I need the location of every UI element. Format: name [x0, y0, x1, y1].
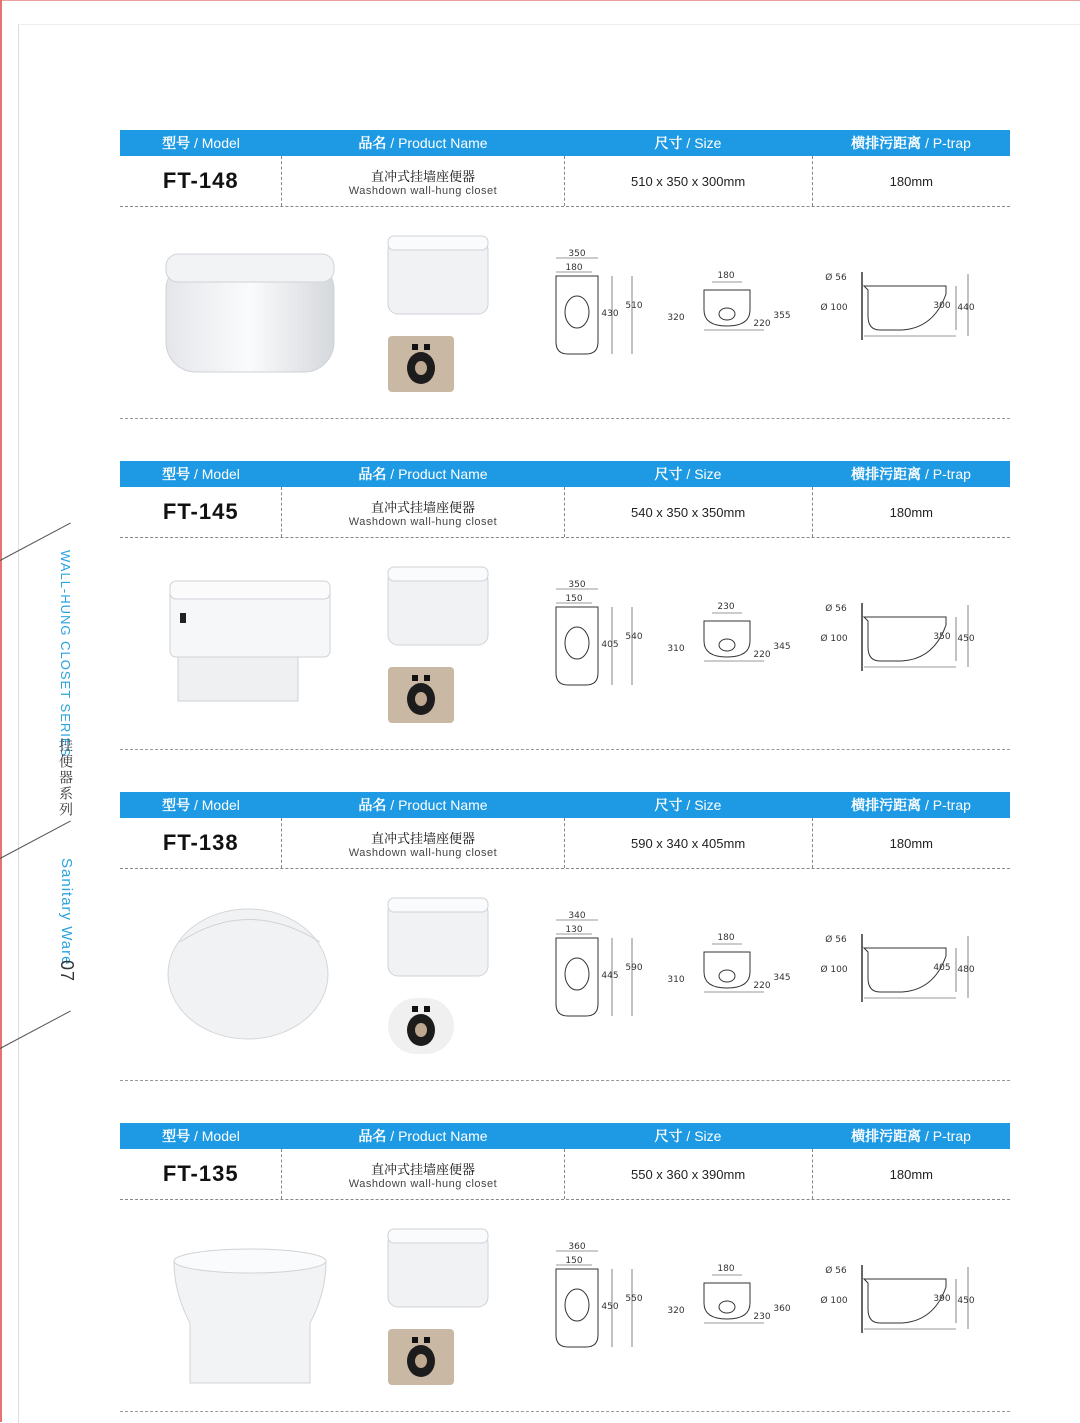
product-name-cn: 直冲式挂墙座便器 [370, 1161, 475, 1177]
dim-height: 405 [933, 963, 951, 973]
section-separator [120, 749, 1010, 750]
product-size: 550 x 360 x 390mm [565, 1149, 813, 1199]
dim-width: 350 [568, 580, 586, 590]
dim-height: 320 [667, 1306, 685, 1316]
dim-inlet-dia: Ø 56 [825, 1266, 847, 1276]
page-number: 07 [57, 960, 77, 983]
dim-depth: 445 [601, 971, 619, 981]
dim-bolt-spacing: 180 [717, 1264, 735, 1274]
product-ptrap: 180mm [889, 835, 933, 851]
product-ptrap: 180mm [889, 173, 933, 189]
header-model: 型号 / Model [162, 797, 240, 813]
dim-depth: 430 [601, 309, 619, 319]
product-size: 590 x 340 x 405mm [565, 818, 813, 868]
product-photo-main [160, 571, 340, 716]
dim-total: 345 [773, 973, 791, 983]
dim-outlet: 220 [753, 650, 771, 660]
product-photo-bottom [386, 1327, 456, 1392]
product-spec-table [120, 130, 1010, 207]
dim-inlet-dia: Ø 56 [825, 273, 847, 283]
side-view-drawing [816, 1259, 986, 1344]
product-name-cn: 直冲式挂墙座便器 [370, 168, 475, 184]
top-view-drawing [552, 908, 652, 1033]
product-name-cn: 直冲式挂墙座便器 [370, 830, 475, 846]
product-name-en: Washdown wall-hung closet [348, 184, 498, 197]
product-name [282, 1149, 564, 1199]
header-size: 尺寸 / Size [654, 135, 722, 151]
spec-header [120, 792, 1010, 818]
header-product-name: 品名 / Product Name [358, 797, 488, 813]
dim-total: 355 [773, 311, 791, 321]
dim-seat: 180 [565, 263, 583, 273]
header-ptrap: 横排污距离 / P-trap [851, 466, 971, 482]
header-size: 尺寸 / Size [654, 466, 722, 482]
dim-inlet-dia: Ø 56 [825, 935, 847, 945]
dim-width: 360 [568, 1242, 586, 1252]
dim-outlet-dia: Ø 100 [820, 303, 848, 313]
side-view-drawing [816, 928, 986, 1013]
category-label: Sanitary Ware [58, 858, 75, 966]
spec-row [120, 818, 1010, 869]
dim-bolt-spacing: 230 [717, 602, 735, 612]
header-model: 型号 / Model [162, 1128, 240, 1144]
dim-height: 310 [667, 975, 685, 985]
front-view-drawing [664, 932, 794, 1027]
dim-inlet-dia: Ø 56 [825, 604, 847, 614]
top-view-drawing [552, 577, 652, 702]
spec-header [120, 461, 1010, 487]
dim-width: 340 [568, 911, 586, 921]
top-rule [0, 0, 1080, 7]
header-ptrap: 横排污距离 / P-trap [851, 1128, 971, 1144]
dim-total: 345 [773, 642, 791, 652]
product-photo-main [160, 902, 340, 1047]
dim-length: 540 [625, 632, 643, 642]
product-name [282, 156, 564, 206]
spec-header [120, 130, 1010, 156]
header-ptrap: 横排污距离 / P-trap [851, 797, 971, 813]
dim-outlet: 230 [753, 1312, 771, 1322]
header-model: 型号 / Model [162, 135, 240, 151]
spec-row [120, 156, 1010, 207]
header-ptrap: 横排污距离 / P-trap [851, 135, 971, 151]
header-size: 尺寸 / Size [654, 1128, 722, 1144]
product-photo-side [384, 565, 496, 654]
series-en-label: WALL-HUNG CLOSET SERIES [58, 550, 73, 758]
dim-total: 360 [773, 1304, 791, 1314]
dim-bolt-spacing: 180 [717, 933, 735, 943]
spec-row [120, 1149, 1010, 1200]
header-product-name: 品名 / Product Name [358, 466, 488, 482]
dim-outlet: 220 [753, 319, 771, 329]
product-size: 510 x 350 x 300mm [565, 156, 813, 206]
page-frame [18, 24, 1080, 1423]
header-product-name: 品名 / Product Name [358, 135, 488, 151]
dim-depth: 450 [601, 1302, 619, 1312]
product-spec-table [120, 1123, 1010, 1200]
series-cn-label: 挂便器系列 [58, 738, 74, 818]
dim-seat: 130 [565, 925, 583, 935]
dim-total-height: 450 [957, 634, 975, 644]
product-spec-table [120, 461, 1010, 538]
front-view-drawing [664, 1263, 794, 1358]
left-rule [0, 0, 2, 1422]
dim-length: 590 [625, 963, 643, 973]
product-spec-table [120, 792, 1010, 869]
side-view-drawing [816, 597, 986, 682]
product-name [282, 487, 564, 537]
product-photo-bottom [386, 334, 456, 399]
product-name-en: Washdown wall-hung closet [348, 1177, 498, 1190]
section-separator [120, 1411, 1010, 1412]
product-photo-bottom [386, 665, 456, 730]
product-ptrap: 180mm [889, 504, 933, 520]
product-name-en: Washdown wall-hung closet [348, 846, 498, 859]
dim-total-height: 480 [957, 965, 975, 975]
dim-outlet-dia: Ø 100 [820, 634, 848, 644]
dim-height: 350 [933, 632, 951, 642]
top-view-drawing [552, 1239, 652, 1364]
product-photo-side [384, 1227, 496, 1316]
dim-outlet-dia: Ø 100 [820, 1296, 848, 1306]
product-photo-side [384, 234, 496, 323]
front-view-drawing [664, 601, 794, 696]
dim-length: 510 [625, 301, 643, 311]
product-name-en: Washdown wall-hung closet [348, 515, 498, 528]
dim-outlet-dia: Ø 100 [820, 965, 848, 975]
header-product-name: 品名 / Product Name [358, 1128, 488, 1144]
dim-height: 300 [933, 301, 951, 311]
model-number: FT-135 [120, 1149, 282, 1199]
dim-height: 320 [667, 313, 685, 323]
spec-row [120, 487, 1010, 538]
section-separator [120, 418, 1010, 419]
dim-total-height: 440 [957, 303, 975, 313]
side-view-drawing [816, 266, 986, 351]
product-ptrap: 180mm [889, 1166, 933, 1182]
dim-seat: 150 [565, 1256, 583, 1266]
top-view-drawing [552, 246, 652, 371]
section-separator [120, 1080, 1010, 1081]
product-photo-bottom [386, 996, 456, 1061]
model-number: FT-138 [120, 818, 282, 868]
dim-depth: 405 [601, 640, 619, 650]
product-size: 540 x 350 x 350mm [565, 487, 813, 537]
dim-length: 550 [625, 1294, 643, 1304]
dim-bolt-spacing: 180 [717, 271, 735, 281]
front-view-drawing [664, 270, 794, 365]
product-photo-main [160, 240, 340, 385]
dim-height: 390 [933, 1294, 951, 1304]
dim-seat: 150 [565, 594, 583, 604]
spec-header [120, 1123, 1010, 1149]
dim-total-height: 450 [957, 1296, 975, 1306]
product-name [282, 818, 564, 868]
header-size: 尺寸 / Size [654, 797, 722, 813]
product-photo-main [160, 1233, 340, 1398]
dim-height: 310 [667, 644, 685, 654]
model-number: FT-145 [120, 487, 282, 537]
header-model: 型号 / Model [162, 466, 240, 482]
side-series-label [40, 520, 90, 1060]
product-name-cn: 直冲式挂墙座便器 [370, 499, 475, 515]
product-photo-side [384, 896, 496, 985]
dim-outlet: 220 [753, 981, 771, 991]
model-number: FT-148 [120, 156, 282, 206]
dim-width: 350 [568, 249, 586, 259]
